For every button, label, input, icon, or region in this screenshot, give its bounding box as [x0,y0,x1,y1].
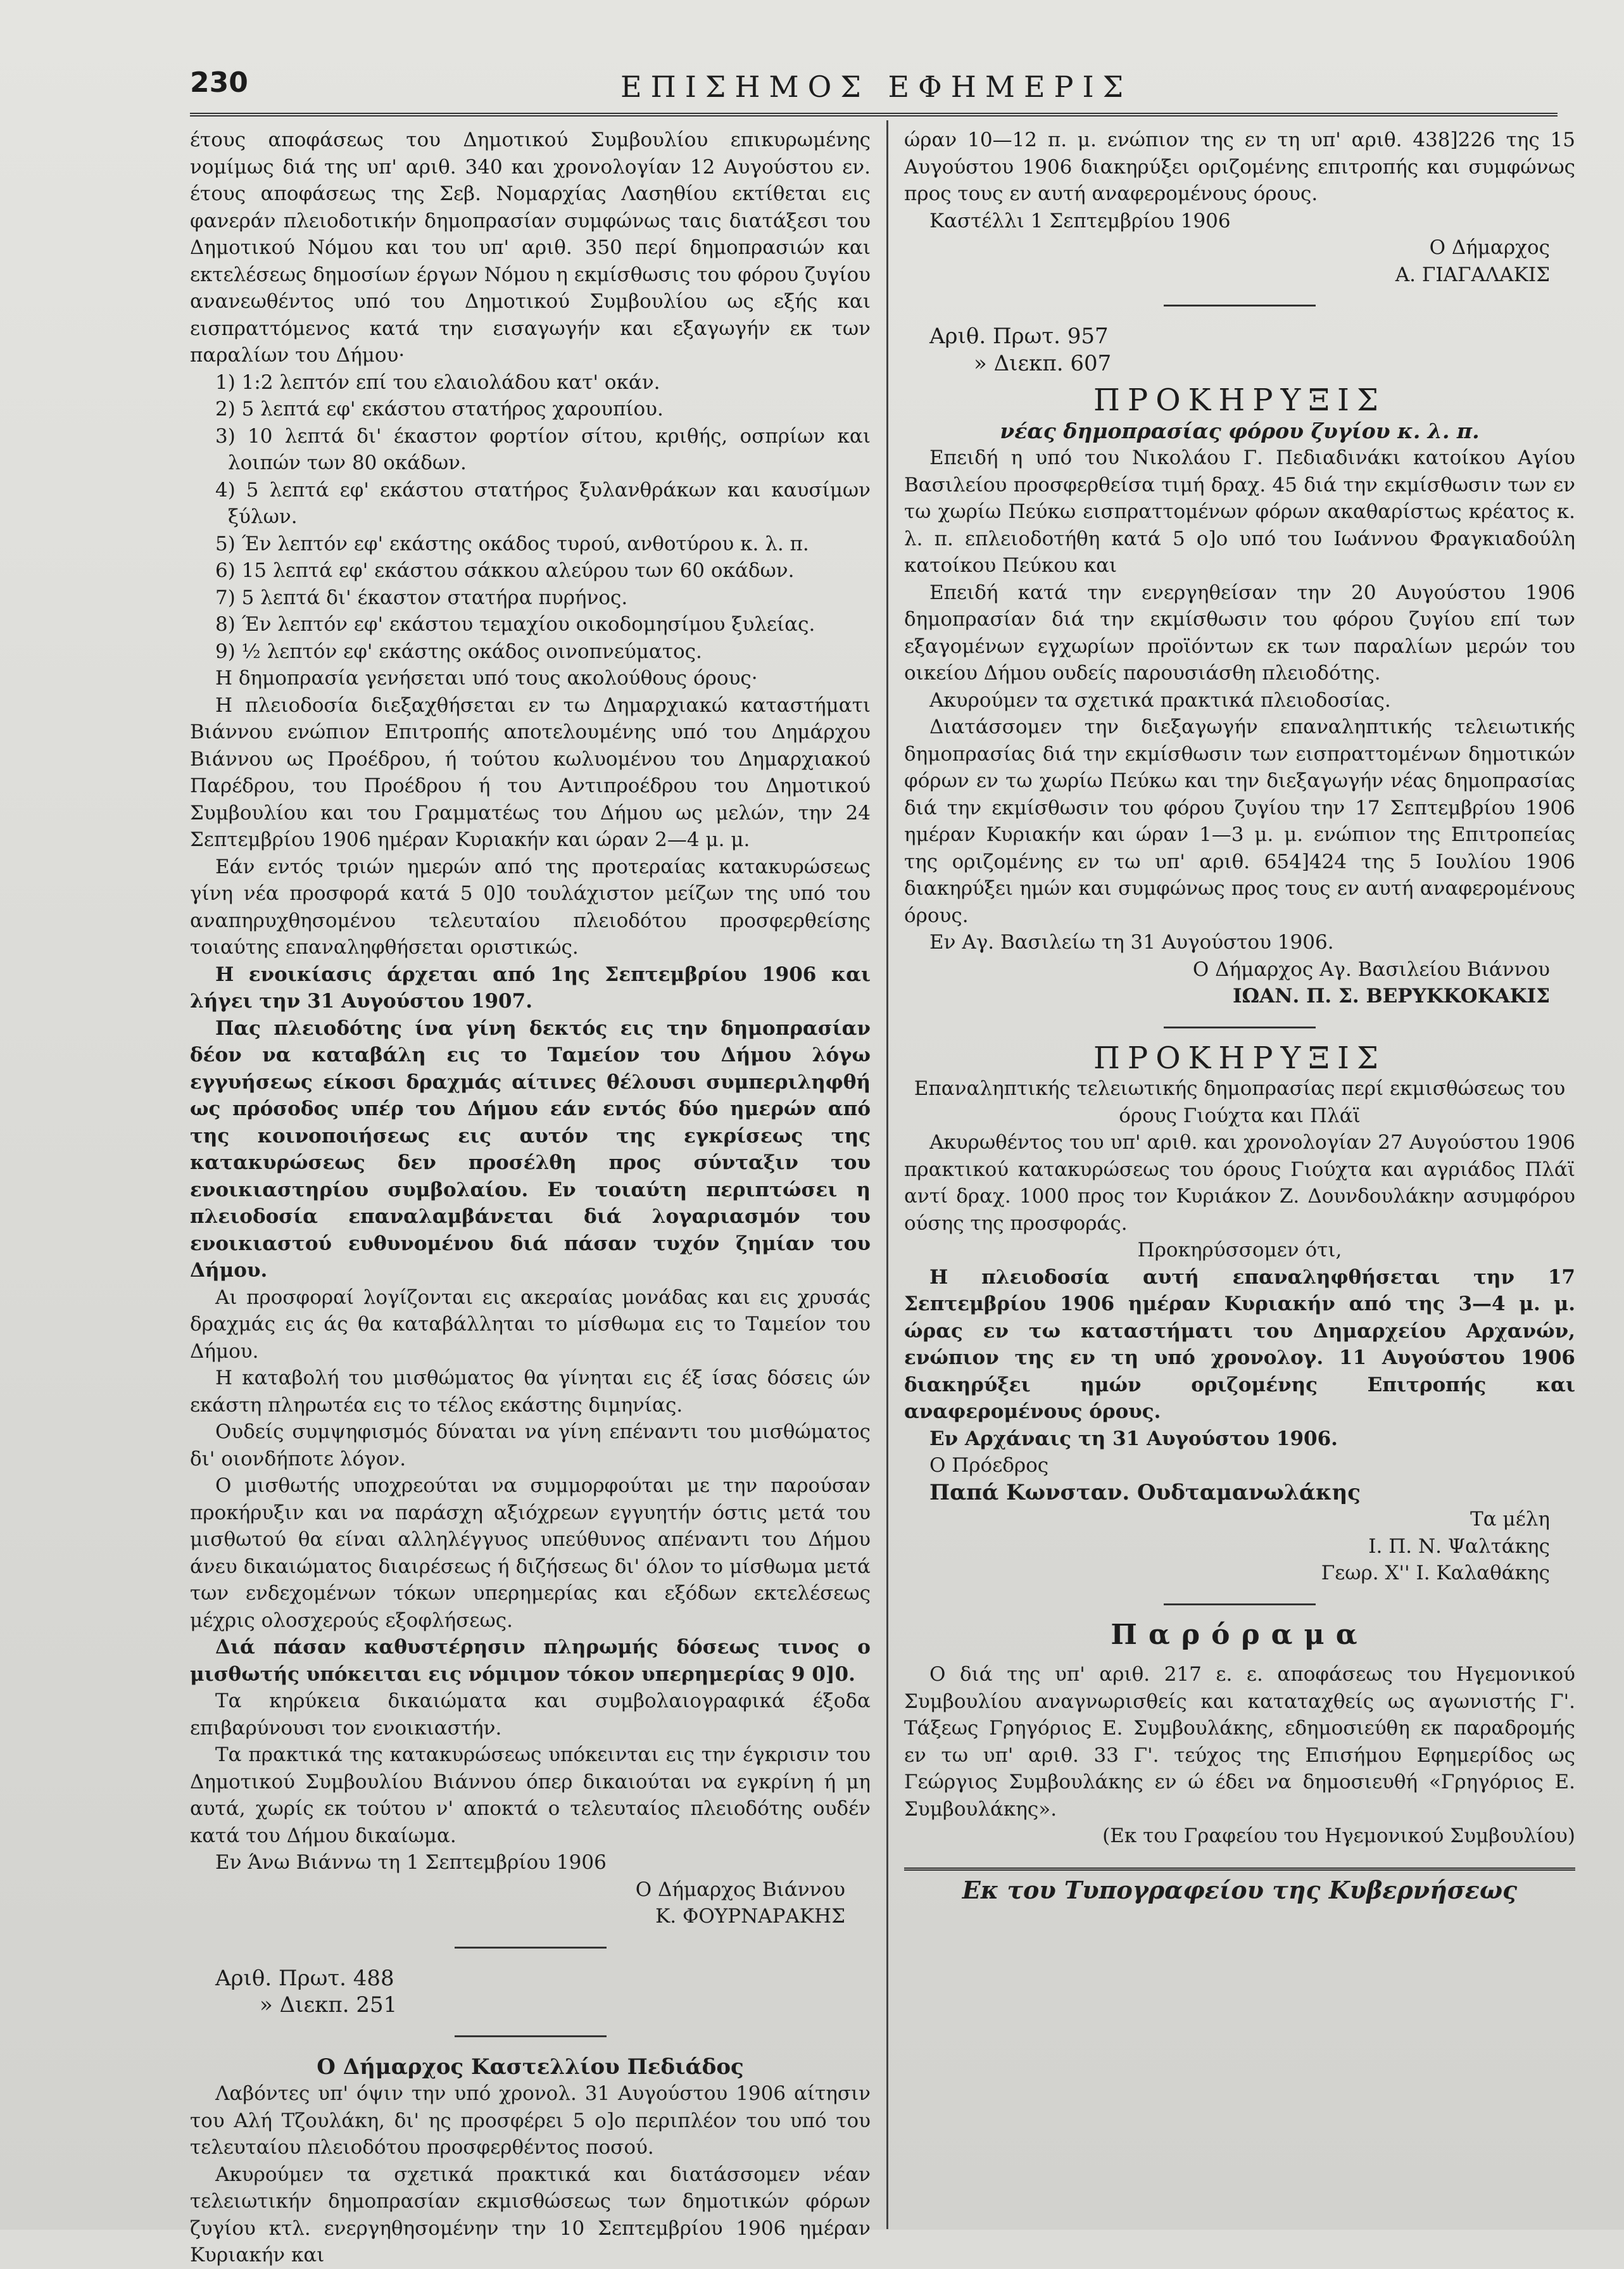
section-divider [455,2035,607,2037]
paragraph: Ακυρούμεν τα σχετικά πρακτικά και διατάσσομεν νέαν τελειωτικήν δημοπρασίαν εκμισθώσεως των δημοτικών φόρων ζυγίου κτλ. ενεργηθησομένην την 10 Σεπτεμβρίου 1906 ημέραν Κυριακήν και [190,2163,871,2266]
place-date: Εν Αγ. Βασιλείω τη 31 Αυγούστου 1906. [929,931,1334,954]
signature-title: Ο Δήμαρχος Αγ. Βασιλείου Βιάννου [1192,958,1550,981]
list-item: 3) 10 λεπτά δι' έκαστον φορτίον σίτου, κριθής, οσπρίων και λοιπών των 80 οκάδων. [215,424,871,474]
signature-name: ΙΩΑΝ. Π. Σ. ΒΕΡΥΚΚΟΚΑΚΙΣ [1233,985,1550,1008]
list-item: 2) 5 λεπτά εφ' εκάστου στατήρος χαρουπίου. [215,398,664,420]
notice-title: ΠΡΟΚΗΡΥΞΙΣ [1093,382,1386,418]
list-item: 4) 5 λεπτά εφ' εκάστου στατήρος ξυλανθράκων και καυσίμων ξύλων. [215,478,871,528]
right-column [904,127,1575,1904]
paragraph: Τα κηρύκεια δικαιώματα και συμβολαιογραφικά έξοδα επιβαρύνουσι τον ενοικιαστήν. [190,1690,871,1740]
paragraph: ώραν 10—12 π. μ. ενώπιον της εν τη υπ' αριθ. 438]226 της 15 Αυγούστου 1906 διακηρύξει οριζομένης επιτροπής και συμφώνως προς τους εν αυτή αναφερομένους όρους. [904,129,1575,205]
footer-rule [904,1868,1575,1871]
paragraph: Πας πλειοδότης ίνα γίνη δεκτός εις την δημοπρασίαν δέον να καταβάλη εις το Ταμείον του Δήμου λόγω εγγυήσεως είκοσι δραχμάς αίτινες θέλουσι συμπεριληφθή ως πρόσοδος υπέρ του Δήμου εάν εντός δύο ημερών από της κοινοποιήσεως εις αυτόν της εγκρίσεως της κατακυρώσεως δεν προσέλθη προς σύνταξιν του ενοικιαστηρίου συμβολαίου. Εν τοιαύτη περιπτώσει η πλειοδοσία επαναλαμβάνεται διά λογαριασμόν του ενοικιαστού ευθυνομένου διά πάσαν τυχόν ζημίαν του Δήμου. [190,1016,871,1282]
paragraph: Διά πάσαν καθυστέρησιν πληρωμής δόσεως τινος ο μισθωτής υπόκειται εις νόμιμον τόκον υπερημερίας 9 0]0. [190,1636,871,1686]
signature-name: Κ. ΦΟΥΡΝΑΡΑΚΗΣ [655,1905,845,1928]
paragraph: Επειδή κατά την ενεργηθείσαν την 20 Αυγούστου 1906 δημοπρασίαν διά την εκμίσθωσιν του φόρου ζυγίου επί των εξαγομένων εγχωρίων προϊόντων εκ των παραλίων μερών του οικείου Δήμου ουδείς παρουσιάσθη πλειοδότης. [904,581,1575,685]
paragraph: Αι προσφοραί λογίζονται εις ακεραίας μονάδας και εις χρυσάς δραχμάς εις άς θα καταβάλληται το μίσθωμα εις το Ταμείον του Δήμου. [190,1286,871,1363]
paragraph: Διατάσσομεν την διεξαγωγήν επαναληπτικής τελειωτικής δημοπρασίας διά την εκμίσθωσιν των εισπραττομένων δημοτικών φόρων εν τω χωρίω Πεύκω και την διεξαγωγήν νέας δημοπρασίας διά την εκμίσθωσιν του φόρου ζυγίου την 17 Σεπτεμβρίου 1906 ημέραν Κυριακήν και ώραν 1—3 μ. μ. ενώπιον της Επιτροπείας της οριζομένης εν τω υπ' αριθ. 654]424 της 5 Ιουλίου 1906 διακηρύξει ημών και συμφώνως προς τους εν αυτή αναφερομένους όρους. [904,716,1575,927]
protocol-number: Αριθ. Πρωτ. 488 [215,1965,394,1991]
paragraph: Ουδείς συμψηφισμός δύναται να γίνη επέναντι του μισθώματος δι' οιονδήποτε λόγον. [190,1420,871,1470]
paragraph: Λαβόντες υπ' όψιν την υπό χρονολ. 31 Αυγούστου 1906 αίτησιν του Αλή Τζουλάκη, δι' ης προσφέρει 5 ο]ο περιπλέον του υπό του τελευταίου πλειοδότου προσφερθέντος ποσού. [190,2082,871,2159]
paragraph: Η δημοπρασία γενήσεται υπό τους ακολούθους όρους· [215,667,758,690]
list-item: 9) ½ λεπτόν εφ' εκάστης οκάδος οινοπνεύματος. [215,640,702,663]
list-item: 7) 5 λεπτά δι' έκαστον στατήρα πυρήνος. [215,586,628,609]
signature-title: Ο Δήμαρχος [1429,236,1550,259]
paragraph: Η πλειοδοσία αυτή επαναληφθήσεται την 17 Σεπτεμβρίου 1906 ημέραν Κυριακήν από της 3—4 μ. μ. ώρας εν τω καταστήματι του Δημαρχείου Αρχανών, ενώπιον της εν τη υπό χρονολογ. 11 Αυγούστου 1906 διακηρύξει ημών οριζομένης Επιτροπής και αναφερομένους όρους. [904,1265,1575,1423]
dispatch-number: » Διεκπ. 251 [260,1992,398,2018]
notice-subtitle: νέας δημοπρασίας φόρου ζυγίου κ. λ. π. [1000,418,1480,443]
source-note: (Εκ του Γραφείου του Ηγεμονικού Συμβουλίου) [1102,1824,1575,1847]
place-date: Καστέλλι 1 Σεπτεμβρίου 1906 [929,209,1231,232]
list-item: 1) 1:2 λεπτόν επί του ελαιολάδου κατ' οκάν. [215,370,660,394]
paragraph: Ο διά της υπ' αριθ. 217 ε. ε. αποφάσεως του Ηγεμονικού Συμβουλίου αναγνωρισθείς και καταταχθείς ως αγωνιστής Γ'. Τάξεως Γρηγόριος Ε. Συμβουλάκης, εδημοσιεύθη εκ παραδρομής εν τω υπ' αριθ. 33 Γ'. τεύχος της Επισήμου Εφημερίδος ως Γεώργιος Συμβουλάκης εν ώ έδει να δημοσιευθή «Γρηγόριος Ε. Συμβουλάκης». [904,1663,1575,1821]
printer-footer: Εκ του Τυπογραφείου της Κυβερνήσεως [962,1875,1518,1904]
paragraph: Ακυρωθέντος του υπ' αριθ. και χρονολογίαν 27 Αυγούστου 1906 πρακτικού κατακυρώσεως του όρους Γιούχτα και αγριάδος Πλάϊ αντί δραχ. 1000 προς τον Κυριάκον Ζ. Δουνδουλάκην ασυμφόρου ούσης της προσφοράς. [904,1131,1575,1235]
protocol-number: Αριθ. Πρωτ. 957 [929,324,1109,349]
paragraph: Ο μισθωτής υποχρεούται να συμμορφούται με την παρούσαν προκήρυξιν και να παράσχη αξιόχρεων εγγυητήν όστις μετά του μισθωτού θα είναι αλληλέγγυος υπεύθυνος απέναντι του Δήμου άνευ δικαιώματος διαιρέσεως ή διζήσεως δι' όλον το μίσθωμα μετά των ενδεχομένων τόκων υπερημερίας και εξόδων εκτελέσεως μέχρις ολοσχερούς εξοφλήσεως. [190,1474,871,1632]
place-date: Εν Άνω Βιάννω τη 1 Σεπτεμβρίου 1906 [215,1851,607,1874]
signature-name: Α. ΓΙΑΓΑΛΑΚΙΣ [1395,263,1550,286]
paragraph: Η καταβολή του μισθώματος θα γίνηται εις έξ ίσας δόσεις ών εκάστη πληρωτέα εις το τέλος εκάστης διμηνίας. [190,1367,871,1417]
list-item: 8) Έν λεπτόν εφ' εκάστου τεμαχίου οικοδομησίμου ξυλείας. [215,613,815,636]
section-divider [1164,1603,1316,1605]
dispatch-number: » Διεκπ. 607 [974,350,1112,376]
notice-heading: Ο Δήμαρχος Καστελλίου Πεδιάδος [317,2054,744,2080]
column-divider [886,120,888,2229]
header-rule [190,113,1558,117]
paragraph: Προκηρύσσομεν ότι, [1137,1239,1342,1261]
signature-name: Παπά Κωνσταν. Ουδταμανωλάκης [929,1479,1361,1505]
place-date: Εν Αρχάναις τη 31 Αυγούστου 1906. [929,1427,1338,1450]
erratum-title: Παρόραμα [1111,1618,1369,1651]
paragraph: Η πλειοδοσία διεξαχθήσεται εν τω Δημαρχιακώ καταστήματι Βιάννου ενώπιον Επιτροπής αποτελουμένης υπό του Δημάρχου Βιάννου ως Προέδρου, ή τούτου κωλυομένου του Δημαρχιακού Παρέδρου, του Προέδρου ή του Αντιπροέδρου του Δημοτικού Συμβουλίου και του Γραμματέως του Δήμου ως μελών, την 24 Σεπτεμβρίου 1906 ημέραν Κυριακήν και ώραν 2—4 μ. μ. [190,693,871,851]
signature-title: Ο Πρόεδρος [929,1454,1049,1477]
member-name: Ι. Π. Ν. Ψαλτάκης [1368,1534,1550,1558]
paragraph: Ακυρούμεν τα σχετικά πρακτικά πλειοδοσίας. [929,688,1391,712]
section-divider [1164,1027,1316,1028]
left-column [190,127,871,2269]
masthead-title: ΕΠΙΣΗΜΟΣ ΕΦΗΜΕΡΙΣ [620,70,1133,104]
member-name: Γεωρ. Χ'' Ι. Καλαθάκης [1321,1562,1550,1584]
paragraph: Εάν εντός τριών ημερών από της προτεραίας κατακυρώσεως γίνη νέα προσφορά κατά 5 0]0 τουλάχιστον μείζων της υπό του αναπηρυχθησομένου τελευταίου πλειοδότου προσφερθείσης τοιαύτης επαναληφθήσεται οριστικώς. [190,855,871,959]
notice-subtitle: Επαναληπτικής τελειωτικής δημοπρασίας περί εκμισθώσεως του όρους Γιούχτα και Πλάϊ [914,1077,1566,1127]
paragraph: Η ενοικίασις άρχεται από 1ης Σεπτεμβρίου 1906 και λήγει την 31 Αυγούστου 1907. [190,963,871,1013]
section-divider [455,1947,607,1949]
signature-title: Ο Δήμαρχος Βιάννου [635,1878,845,1901]
paragraph: Επειδή η υπό του Νικολάου Γ. Πεδιαδινάκι κατοίκου Αγίου Βασιλείου προσφερθείσα τιμή δραχ. 45 διά την εκμίσθωσιν των εν τω χωρίω Πεύκω εισπραττομένων φόρων ακαθαρίστως κρέατος κ. λ. π. επλειοδοτήθη κατά 5 ο]ο υπό του Ιωάννου Φραγκιαδούλη κατοίκου Πεύκου και [904,446,1575,577]
list-item: 6) 15 λεπτά εφ' εκάστου σάκκου αλεύρου των 60 οκάδων. [215,559,795,582]
page-header [190,60,1583,117]
paragraph: Τα πρακτικά της κατακυρώσεως υπόκεινται εις την έγκρισιν του Δημοτικού Συμβουλίου Βιάννου όπερ δικαιούται να εγκρίνη ή μη αυτά, χωρίς εκ τούτου ν' αποκτά ο τελευταίος πλειοδότης ουδέν κατά του Δήμου δικαίωμα. [190,1743,871,1847]
list-item: 5) Έν λεπτόν εφ' εκάστης οκάδος τυρού, ανθοτύρου κ. λ. π. [215,532,809,555]
paragraph: έτους αποφάσεως του Δημοτικού Συμβουλίου επικυρωμένης νομίμως διά της υπ' αριθ. 340 και χρονολογίαν 12 Αυγούστου εν. έτους αποφάσεως της Σεβ. Νομαρχίας Λασηθίου εκτίθεται εις φανεράν πλειοδοτικήν δημοπρασίαν συμφώνως ταις διατάξεσι του Δημοτικού Νόμου και του υπ' αριθ. 350 περί δημοπρασιών και εκτελέσεως δημοσίων έργων Νόμου η εκμίσθωσις του φόρου ζυγίου ανανεωθέντος υπό του Δημοτικού Συμβουλίου ως εξής και εισπραττόμενος κατά την εισαγωγήν και εξαγωγήν εκ των παραλίων του Δήμου· [190,129,871,367]
notice-title: ΠΡΟΚΗΡΥΞΙΣ [1093,1040,1386,1076]
page-number: 230 [190,66,248,99]
section-divider [1164,305,1316,307]
members-title: Τα μέλη [1470,1508,1550,1531]
